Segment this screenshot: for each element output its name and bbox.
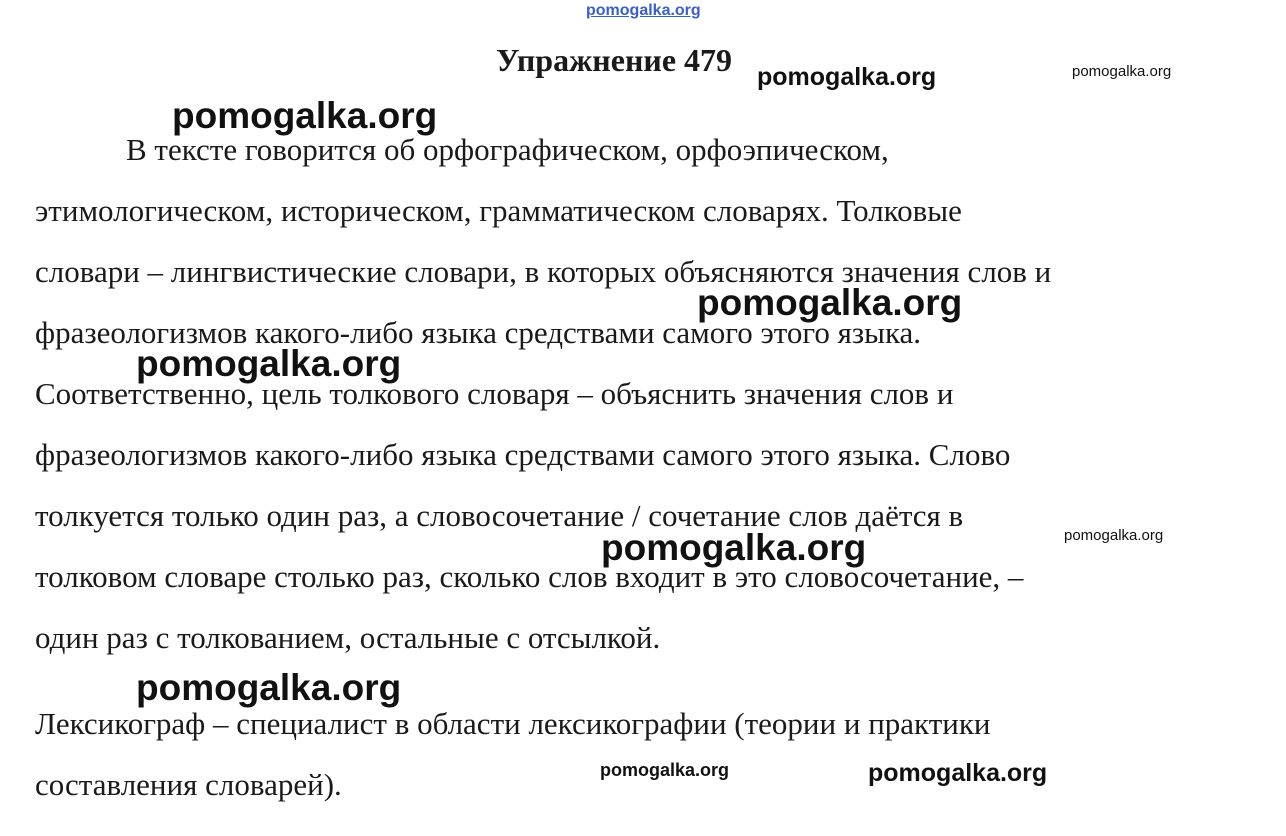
text-line-3: словари – лингвистические словари, в которых объясняются значения слов и (35, 254, 1052, 289)
watermark-large-5: pomogalka.org (136, 667, 402, 708)
page-title: Упражнение 479 (496, 42, 733, 78)
watermark-top-right: pomogalka.org (1072, 63, 1172, 80)
text-line-10: Лексикограф – специалист в области лексикографии (теории и практики (35, 706, 991, 741)
watermark-large-4: pomogalka.org (601, 527, 867, 568)
text-line-8: толковом словаре столько раз, сколько слов входит в это словосочетание, – (35, 559, 1024, 594)
watermark-bottom-right: pomogalka.org (868, 759, 1048, 787)
text-line-7: толкуется только один раз, а словосочетание / сочетание слов даётся в (35, 498, 964, 533)
text-line-1: В тексте говорится об орфографическом, орфоэпическом, (126, 132, 889, 167)
text-line-5: Соответственно, цель толкового словаря – объяснить значения слов и (35, 376, 954, 411)
watermark-top-center[interactable]: pomogalka.org (586, 2, 701, 19)
text-line-2: этимологическом, историческом, грамматическом словарях. Толковые (35, 193, 962, 228)
text-line-4: фразеологизмов какого-либо языка средствами самого этого языка. (35, 315, 922, 350)
watermark-bottom-small: pomogalka.org (600, 760, 730, 780)
text-line-9: один раз с толкованием, остальные с отсылкой. (35, 620, 661, 655)
watermark-large-2: pomogalka.org (697, 282, 963, 323)
watermark-title-right: pomogalka.org (757, 63, 937, 91)
watermark-large-1: pomogalka.org (172, 95, 438, 136)
text-line-6: фразеологизмов какого-либо языка средствами самого этого языка. Слово (35, 437, 1011, 472)
text-line-11: составления словарей). (35, 767, 342, 802)
watermark-small-right: pomogalka.org (1064, 527, 1164, 544)
watermark-large-3: pomogalka.org (136, 343, 402, 384)
